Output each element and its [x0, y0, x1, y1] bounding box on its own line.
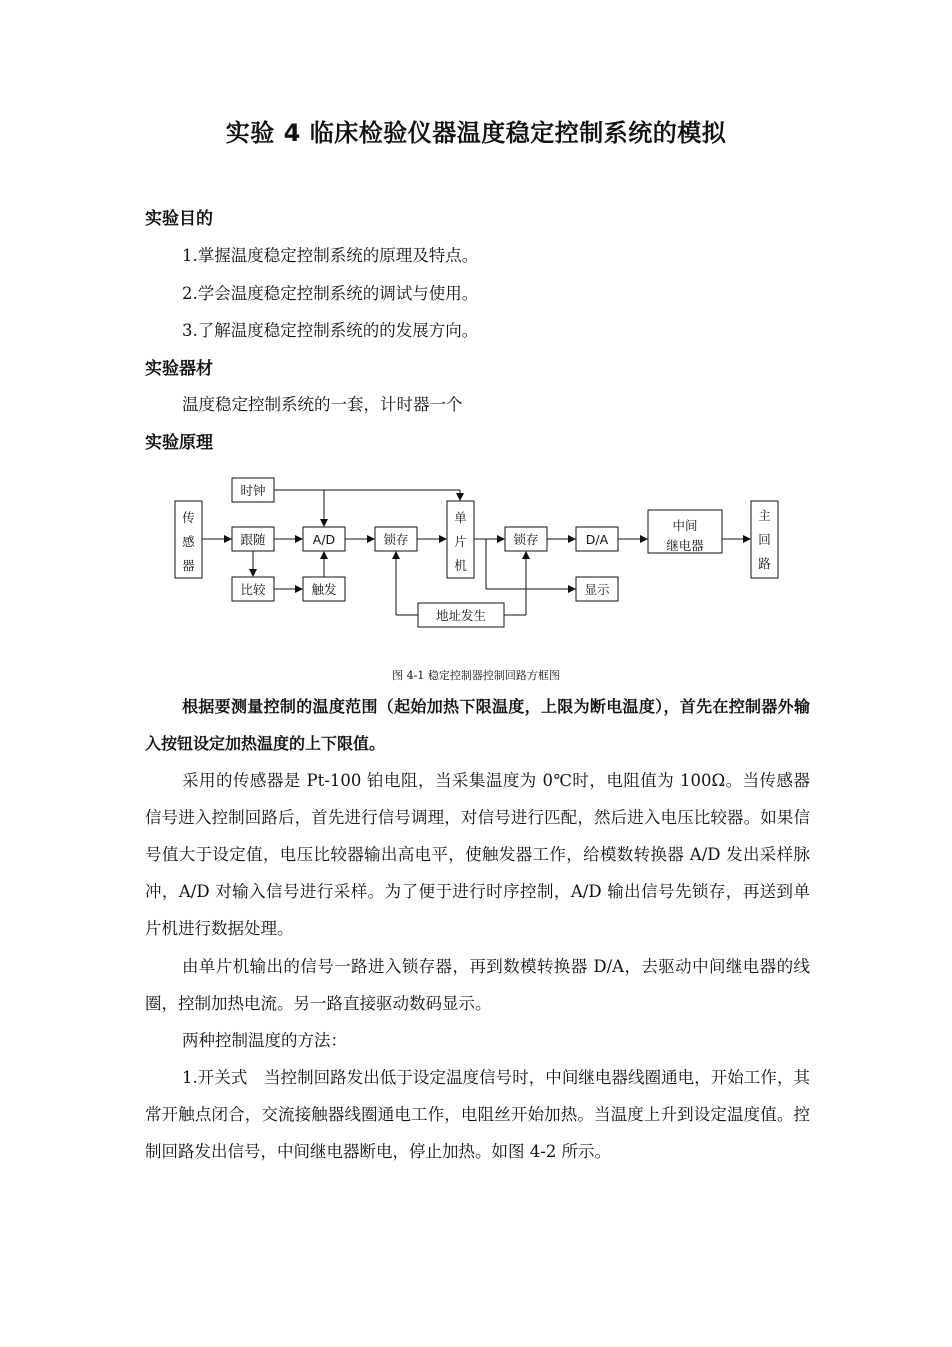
label-sensor-3: 器: [182, 558, 195, 573]
label-main-2: 回: [758, 532, 771, 547]
label-mcu-3: 机: [454, 558, 467, 573]
control-loop-block-diagram: [160, 470, 800, 640]
label-compare: 比较: [240, 582, 266, 597]
page-title: 实验 4 临床检验仪器温度稳定控制系统的模拟: [225, 119, 727, 147]
paragraph-sensor: 采用的传感器是 Pt-100 铂电阻，当采集温度为 0℃时，电阻值为 100Ω。当传感器信号进入控制回路后，首先进行信号调理，对信号进行匹配，然后进入电压比较器。如果信号值大于设定值，电压比较器输出高电平，使触发器工作，给模数转换器 A/D 发出采样脉冲，A/D 对输入信号进行采样。为了便于进行时序控制，A/D 输出信号先锁存，再送到单片机进行数据处理。: [145, 771, 810, 938]
label-latch-2: 锁存: [513, 532, 539, 547]
label-relay-2: 继电器: [666, 538, 704, 553]
label-ad: A/D: [312, 532, 336, 547]
label-da: D/A: [585, 532, 609, 547]
equipment-text: 温度稳定控制系统的一套，计时器一个: [182, 395, 463, 414]
label-sensor-2: 感: [182, 534, 195, 549]
label-clock: 时钟: [240, 483, 266, 498]
section-heading-equipment: 实验器材: [145, 359, 213, 379]
label-trigger: 触发: [311, 582, 337, 597]
label-follow: 跟随: [240, 532, 266, 547]
paragraph-switch-method: 1.开关式 当控制回路发出低于设定温度信号时，中间继电器线圈通电，开始工作，其常开触点闭合，交流接触器线圈通电工作，电阻丝开始加热。当温度上升到设定温度值。控制回路发出信号，中间继电器断电，停止加热。如图 4-2 所示。: [145, 1068, 810, 1161]
label-relay-1: 中间: [672, 518, 698, 533]
label-mcu-1: 单: [454, 510, 467, 525]
purpose-item-3: 3.了解温度稳定控制系统的的发展方向。: [182, 321, 479, 340]
purpose-item-1: 1.掌握温度稳定控制系统的原理及特点。: [182, 246, 479, 265]
figure-caption: 图 4-1 稳定控制器控制回路方框图: [392, 669, 560, 682]
label-latch-1: 锁存: [383, 532, 409, 547]
label-address: 地址发生: [435, 608, 487, 623]
section-heading-purpose: 实验目的: [145, 209, 213, 229]
label-sensor-1: 传: [182, 510, 195, 525]
purpose-item-2: 2.学会温度稳定控制系统的调试与使用。: [182, 284, 479, 303]
paragraph-mcu-output: 由单片机输出的信号一路进入锁存器，再到数模转换器 D/A，去驱动中间继电器的线圈，控制加热电流。另一路直接驱动数码显示。: [145, 957, 810, 1013]
paragraph-setpoint: 根据要测量控制的温度范围（起始加热下限温度，上限为断电温度），首先在控制器外输入按钮设定加热温度的上下限值。: [145, 697, 810, 753]
label-display: 显示: [584, 582, 610, 597]
paragraph-methods: 两种控制温度的方法：: [182, 1031, 347, 1050]
section-heading-principle: 实验原理: [145, 433, 213, 453]
label-mcu-2: 片: [454, 534, 467, 549]
label-main-3: 路: [758, 556, 771, 571]
label-main-1: 主: [758, 508, 771, 523]
